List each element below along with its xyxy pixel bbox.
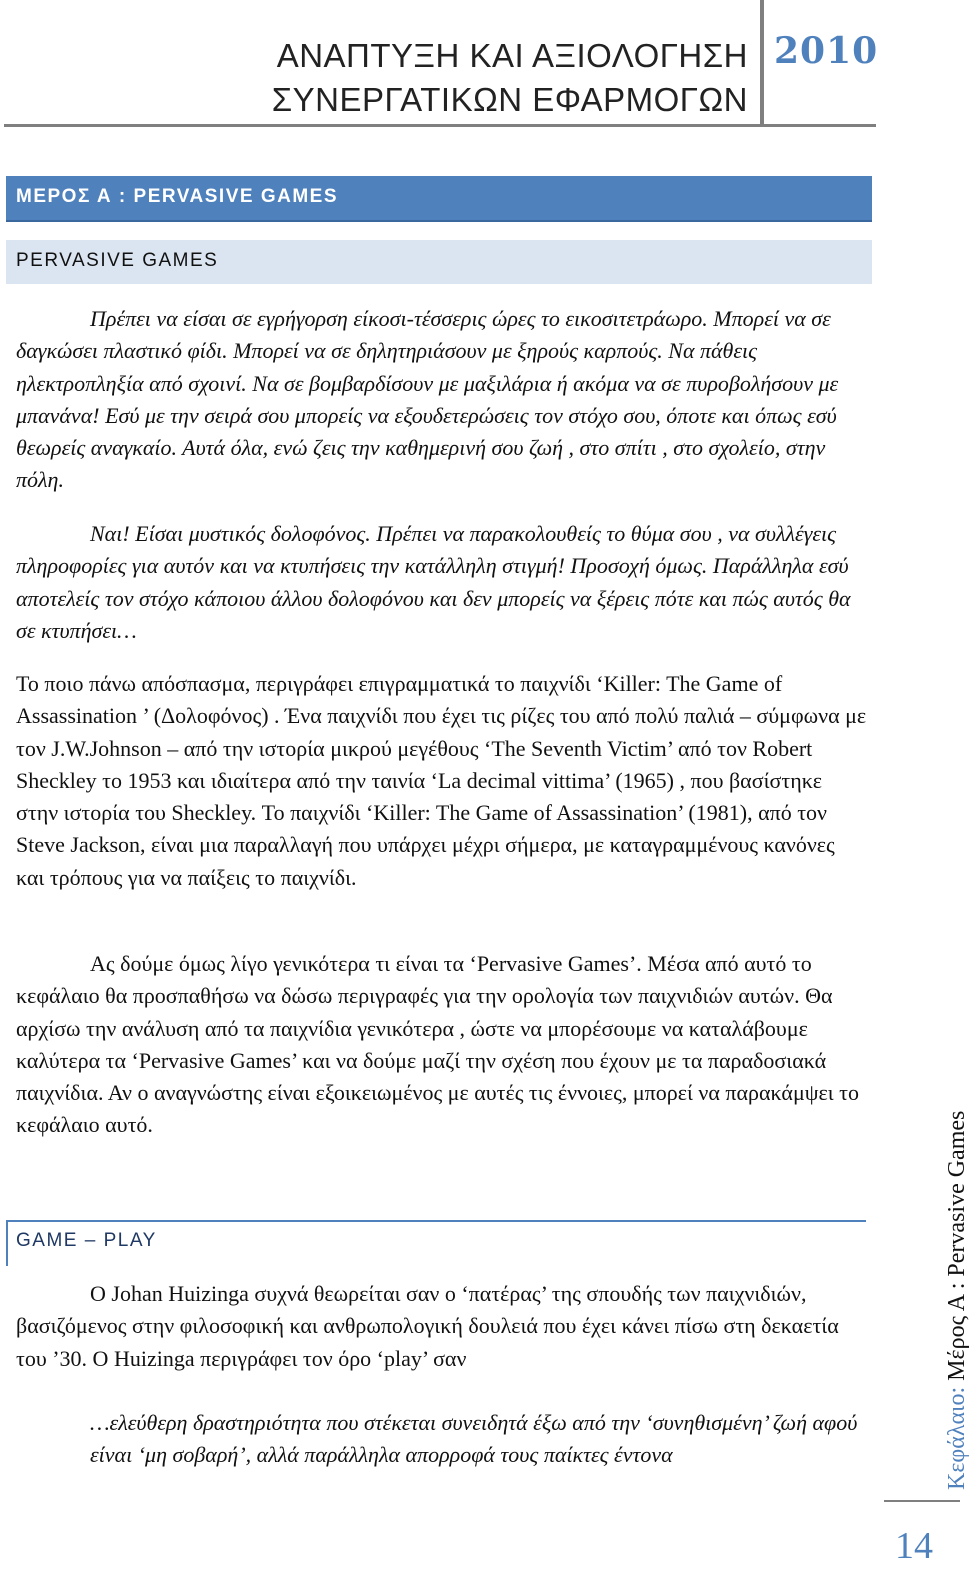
footer-rule: [884, 1500, 960, 1502]
section-heading: ΜΕΡΟΣ Α : PERVASIVE GAMES: [16, 186, 338, 207]
chapter-label-prefix: Κεφάλαιο:: [944, 1386, 970, 1490]
section-heading-bar: [6, 176, 872, 222]
chapter-side-label: [944, 1111, 971, 1490]
huizinga-quote: …ελεύθερη δραστηριότητα που στέκεται συνειδητά έξω από την ‘συνηθισμένη’ ζωή αφού είναι ‘μη σοβαρή’, αλλά παράλληλα απορροφά τους παίκτες έντονα: [90, 1410, 858, 1468]
game-play-heading: GAME – PLAY: [16, 1230, 157, 1251]
body-paragraph-1: Το ποιο πάνω απόσπασμα, περιγράφει επιγραμματικά το παιχνίδι ‘Killer: The Game of Assassination ’ (Δολοφόνος) . Ένα παιχνίδι που έχει τις ρίζες του από πολύ παλιά – σύμφωνα με τον J.W.Johnson – από την ιστορία μικρού μεγέθους ‘The Seventh Victim’ από τον Robert Sheckley το 1953 και ιδιαίτερα από την ταινία ‘La decimal vittima’ (1965) , που βασίστηκε στην ιστορία του Sheckley. Το παιχνίδι ‘Killer: The Game of Assassination’ (1981), από τον Steve Jackson, είναι μια παραλλαγή που υπάρχει μέχρι σήμερα, με καταγραμμένους κανόνες και τρόπους για να παίξεις το παιχνίδι.: [16, 671, 867, 890]
game-play-heading-left-rule: [6, 1220, 8, 1266]
header-divider-horizontal: [4, 124, 876, 127]
document-year: 2010: [774, 30, 879, 72]
game-play-paragraph: Ο Johan Huizinga συχνά θεωρείται σαν ο ‘πατέρας’ της σπουδής των παιχνιδιών, βασιζόμενος στην φιλοσοφική και ανθρωπολογική δουλειά που έχει κάνει πίσω στη δεκαετία του ’30. Ο Huizinga περιγράφει τον όρο ‘play’ σαν: [16, 1281, 839, 1371]
page-header: [0, 0, 960, 130]
page-number: 14: [895, 1525, 933, 1567]
document-title: [272, 34, 748, 122]
intro-italic-paragraph-1: Πρέπει να είσαι σε εγρήγορση είκοσι-τέσσερις ώρες το εικοσιτετράωρο. Μπορεί να σε δαγκώσει πλαστικό φίδι. Μπορεί να σε δηλητηριάσουν με ξηρούς καρπούς. Να πάθεις ηλεκτροπληξία από σχοινί. Να σε βομβαρδίσουν με μαξιλάρια ή ακόμα να σε πυροβολήσουν με μπανάνα! Εσύ με την σειρά σου μπορείς να εξουδετερώσεις τον στόχο σου, όποτε και όπως εσύ θεωρείς αναγκαίο. Αυτά όλα, ενώ ζεις την καθημερινή σου ζωή , στο σπίτι , στο σχολείο, στην πόλη.: [16, 306, 839, 493]
subsection-heading-bar: [6, 240, 872, 284]
intro-italic-paragraph-2: Ναι! Είσαι μυστικός δολοφόνος. Πρέπει να παρακολουθείς το θύμα σου , να συλλέγεις πληροφορίες για αυτόν και να κτυπήσεις την κατάλληλη στιγμή! Προσοχή όμως. Παράλληλα εσύ αποτελείς τον στόχο κάποιου άλλου δολοφόνου και δεν μπορείς να ξέρεις πότε και πώς αυτός θα σε κτυπήσει…: [16, 521, 851, 643]
chapter-label-name: Μέρος Α : Pervasive Games: [944, 1110, 970, 1387]
header-divider-vertical: [760, 0, 764, 126]
body-paragraph-2: Ας δούμε όμως λίγο γενικότερα τι είναι τα ‘Pervasive Games’. Μέσα από αυτό το κεφάλαιο θα προσπαθήσω να δώσω περιγραφές για την ορολογία των παιχνιδιών αυτών. Θα αρχίσω την ανάλυση από τα παιχνίδια γενικότερα , ώστε να μπορέσουμε να καταλάβουμε καλύτερα τα ‘Pervasive Games’ και να δούμε μαζί την σχέση που έχουν με τα παραδοσιακά παιχνίδια. Αν ο αναγνώστης είναι εξοικειωμένος με αυτές τις έννοιες, μπορεί να παρακάμψει το κεφάλαιο αυτό.: [16, 951, 860, 1138]
game-play-heading-rule: [6, 1220, 866, 1222]
document-title-line-2: ΣΥΝΕΡΓΑΤΙΚΩΝ ΕΦΑΡΜΟΓΩΝ: [271, 81, 748, 118]
subsection-heading: PERVASIVE GAMES: [16, 250, 219, 271]
document-title-line-1: ΑΝΑΠΤΥΞΗ ΚΑΙ ΑΞΙΟΛΟΓΗΣΗ: [276, 37, 748, 74]
